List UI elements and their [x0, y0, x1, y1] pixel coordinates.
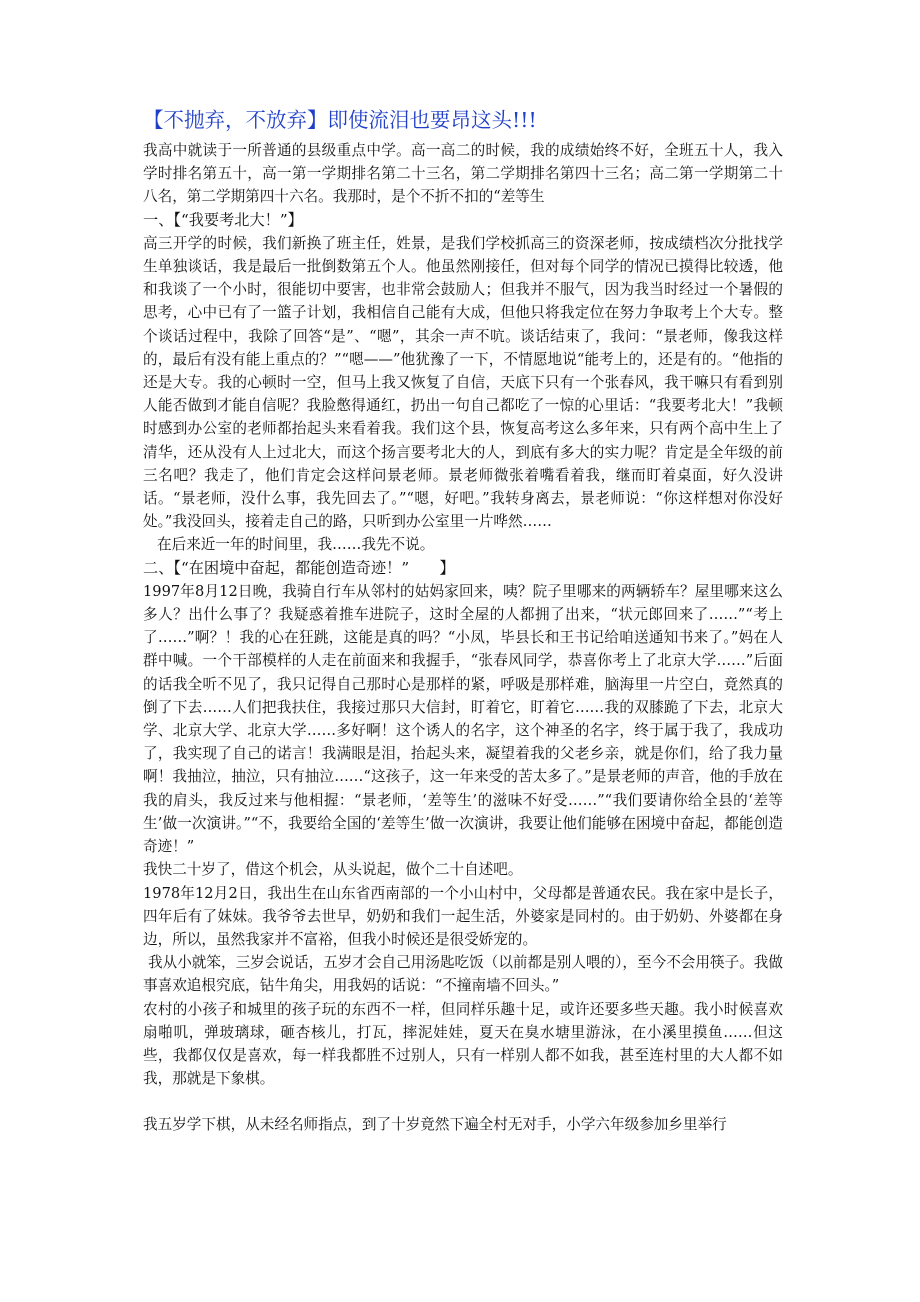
- section-2-heading: 二、【“在困境中奋起，都能创造奇迹！” 】: [143, 558, 455, 577]
- section-1-after: 在后来近一年的时间里，我……我先不说。: [157, 536, 435, 554]
- childhood-paragraph: 我从小就笨，三岁会说话，五岁才会自己用汤匙吃饭（以前都是别人喂的），至今不会用筷子。我做事喜欢追根究底，钻牛角尖，用我妈的话说：“不撞南墙不回头。”: [143, 954, 783, 995]
- section-1-body: 高三开学的时候，我们新换了班主任，姓景，是我们学校抓高三的资深老师，按成绩档次分批找学生单独谈话，我是最后一批倒数第五个人。他虽然刚接任，但对每个同学的情况已摸得比较透，他和我谈了一个小时，很能切中要害，也非常会鼓励人；但我并不服气，因为我当时经过一个暑假的思考，心中已有了一篮子计划，我相信自己能有大成，但他只将我定位在努力争取考上个大专。整个谈话过程中，我除了回答“是”、“嗯”，其余一声不吭。谈话结束了，我问：“景老师，像我这样的，最后有没有能上重点的？”“嗯——”他犹豫了一下，不情愿地说“能考上的，还是有的。“他指的还是大专。我的心顿时一空，但马上我又恢复了自信，天底下只有一个张春风，我干嘛只有看到别人能否做到才能自信呢？我脸憋得通红，扔出一句自己都吃了一惊的心里话：“我要考北大！”我顿时感到办公室的老师都抬起头来看着我。我们这个县，恢复高考这么多年来，只有两个高中生上了清华，还从没有人上过北大，而这个扬言要考北大的人，到底有多大的实力呢？肯定是全年级的前三名吧？我走了，他们肯定会这样问景老师。景老师微张着嘴看着我，继而盯着桌面，好久没讲话。“景老师，没什么事，我先回去了。”“嗯，好吧。”我转身离去，景老师说：“你这样想对你没好处。”我没回头，接着走自己的路，只听到办公室里一片哗然……: [143, 234, 783, 531]
- games-paragraph: 农村的小孩子和城里的孩子玩的东西不一样，但同样乐趣十足，或许还要多些天趣。我小时候喜欢扇啪叽，弹玻璃球，砸杏核儿，打瓦，摔泥娃娃，夏天在臭水塘里游泳，在小溪里摸鱼……但这些，我都仅仅是喜欢，每一样我都胜不过别人，只有一样别人都不如我，甚至连村里的大人都不如我，那就是下象棋。: [143, 1000, 783, 1088]
- article-title: 【不抛弃，不放弃】即使流泪也要昂这头!!!: [143, 108, 537, 132]
- birth-paragraph: 1978年12月2日，我出生在山东省西南部的一个小山村中，父母都是普通农民。我在家中是长子，四年后有了妹妹。我爷爷去世早，奶奶和我们一起生活，外婆家是同村的。由于奶奶、外婆都在身边，所以，虽然我家并不富裕，但我小时候还是很受娇宠的。: [143, 884, 783, 948]
- section-2-body: 1997年8月12日晚，我骑自行车从邻村的姑妈家回来，咦？院子里哪来的两辆轿车？屋里哪来这么多人？出什么事了？我疑惑着推车进院子，这时全屋的人都拥了出来，“状元郎回来了……”“考上了……”啊？！我的心在狂跳，这能是真的吗？“小凤，毕县长和王书记给咱送通知书来了。”妈在人群中喊。一个干部模样的人走在前面来和我握手，“张春风同学，恭喜你考上了北京大学……”后面的话我全听不见了，我只记得自己那时心是那样的紧，呼吸是那样难，脑海里一片空白，竟然真的倒了下去……人们把我扶住，我接过那只大信封，盯着它，盯着它……我的双膝跪了下去，北京大学、北京大学、北京大学……多好啊！这个诱人的名字，这个神圣的名字，终于属于我了，我成功了，我实现了自己的诺言！我满眼是泪，抬起头来，凝望着我的父老乡亲，就是你们，给了我力量啊！我抽泣，抽泣，只有抽泣……“这孩子，这一年来受的苦太多了。”是景老师的声音，他的手放在我的肩头，我反过来与他相握：“景老师，‘差等生’的滋味不好受……”“我们要请你给全县的‘差等生’做一次演讲。”“不，我要给全国的‘差等生’做一次演讲，我要让他们能够在困境中奋起，都能创造奇迹！”: [143, 582, 783, 856]
- chess-paragraph: 我五岁学下棋，从未经名师指点，到了十岁竟然下遍全村无对手，小学六年级参加乡里举行: [143, 1116, 727, 1134]
- section-1-heading: 一、【“我要考北大！”】: [143, 210, 303, 229]
- intro-paragraph: 我高中就读于一所普通的县级重点中学。高一高二的时候，我的成绩始终不好，全班五十人，我入学时排名第五十，高一第一学期排名第二十三名，第二学期排名第四十三名；高二第一学期第二十八名，第二学期第四十六名。我那时，是个不折不扣的“差等生: [143, 142, 783, 206]
- document-page: [143, 105, 783, 1137]
- paragraph-spacer: [143, 1090, 783, 1113]
- age-paragraph: 我快二十岁了，借这个机会，从头说起，做个二十自述吧。: [143, 861, 523, 879]
